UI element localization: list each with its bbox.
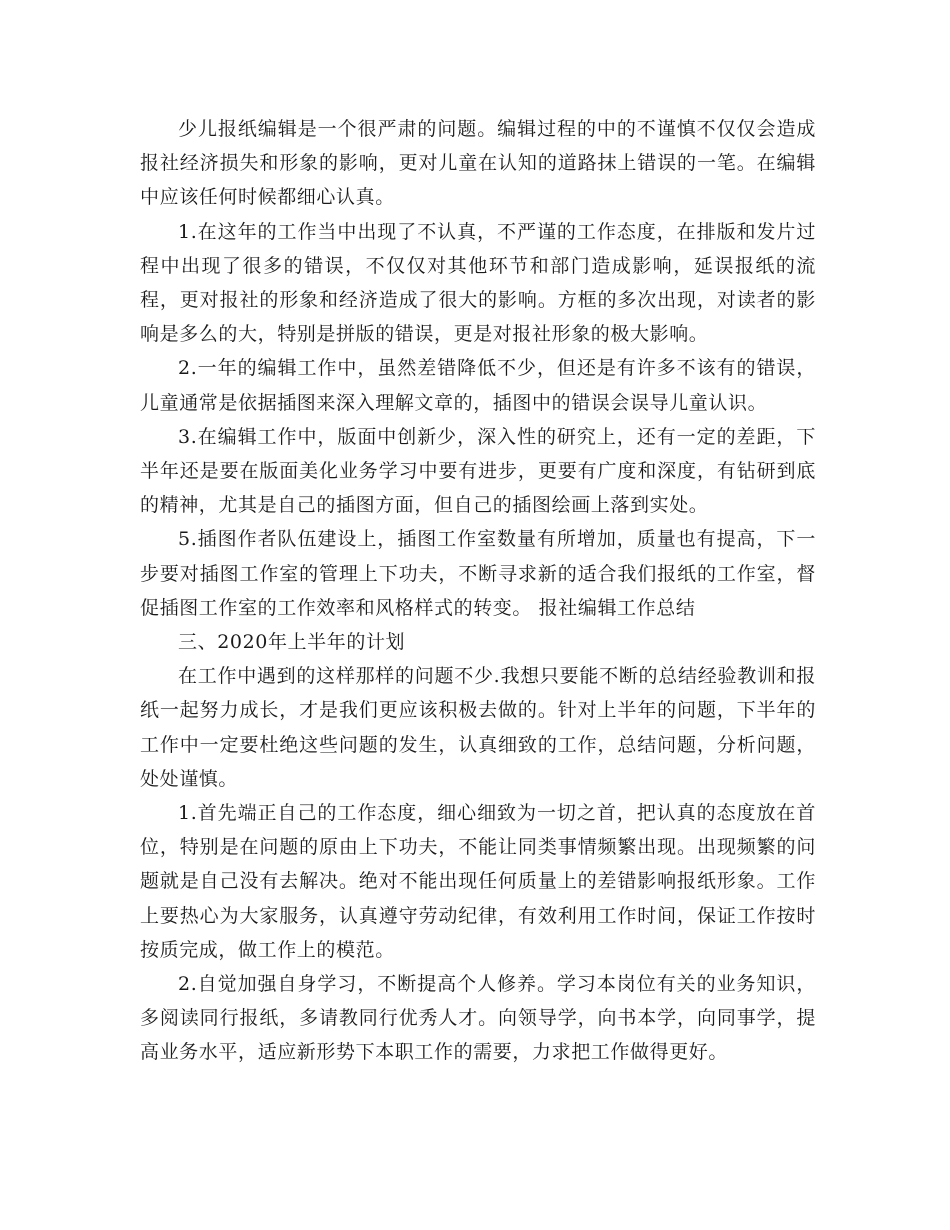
paragraph-item-5: 5.插图作者队伍建设上，插图工作室数量有所增加，质量也有提高，下一步要对插图工作室的管理上下功夫，不断寻求新的适合我们报纸的工作室，督促插图工作室的工作效率和风格样式的转变。 报社编辑工作总结 [140, 528, 816, 619]
paragraph-item-2: 2.一年的编辑工作中，虽然差错降低不少，但还是有许多不该有的错误，儿童通常是依据插图来深入理解文章的，插图中的错误会误导儿童认识。 [140, 357, 816, 414]
document-body [140, 112, 816, 1070]
paragraph-plan-item-2: 2.自觉加强自身学习，不断提高个人修养。学习本岗位有关的业务知识，多阅读同行报纸，多请教同行优秀人才。向领导学，向书本学，向同事学，提高业务水平，适应新形势下本职工作的需要，力求把工作做得更好。 [140, 973, 816, 1064]
section-heading-plan: 三、2020年上半年的计划 [178, 631, 406, 654]
paragraph-plan-item-1: 1.首先端正自己的工作态度，细心细致为一切之首，把认真的态度放在首位，特别是在问题的原由上下功夫，不能让同类事情频繁出现。出现频繁的问题就是自己没有去解决。绝对不能出现任何质量上的差错影响报纸形象。工作上要热心为大家服务，认真遵守劳动纪律，有效利用工作时间，保证工作按时按质完成，做工作上的模范。 [140, 802, 816, 961]
paragraph-item-1: 1.在这年的工作当中出现了不认真，不严谨的工作态度，在排版和发片过程中出现了很多的错误，不仅仅对其他环节和部门造成影响，延误报纸的流程，更对报社的形象和经济造成了很大的影响。方框的多次出现，对读者的影响是多么的大，特别是拼版的错误，更是对报社形象的极大影响。 [140, 220, 816, 346]
paragraph-plan-intro: 在工作中遇到的这样那样的问题不少.我想只要能不断的总结经验教训和报纸一起努力成长，才是我们更应该积极去做的。针对上半年的问题，下半年的工作中一定要杜绝这些问题的发生，认真细致的工作，总结问题，分析问题，处处谨慎。 [140, 665, 816, 790]
paragraph-intro: 少儿报纸编辑是一个很严肃的问题。编辑过程的中的不谨慎不仅仅会造成报社经济损失和形象的影响，更对儿童在认知的道路抹上错误的一笔。在编辑中应该任何时候都细心认真。 [140, 118, 816, 209]
paragraph-item-3: 3.在编辑工作中，版面中创新少，深入性的研究上，还有一定的差距，下半年还是要在版面美化业务学习中要有进步，更要有广度和深度，有钻研到底的精神，尤其是自己的插图方面，但自己的插图绘画上落到实处。 [140, 425, 816, 517]
